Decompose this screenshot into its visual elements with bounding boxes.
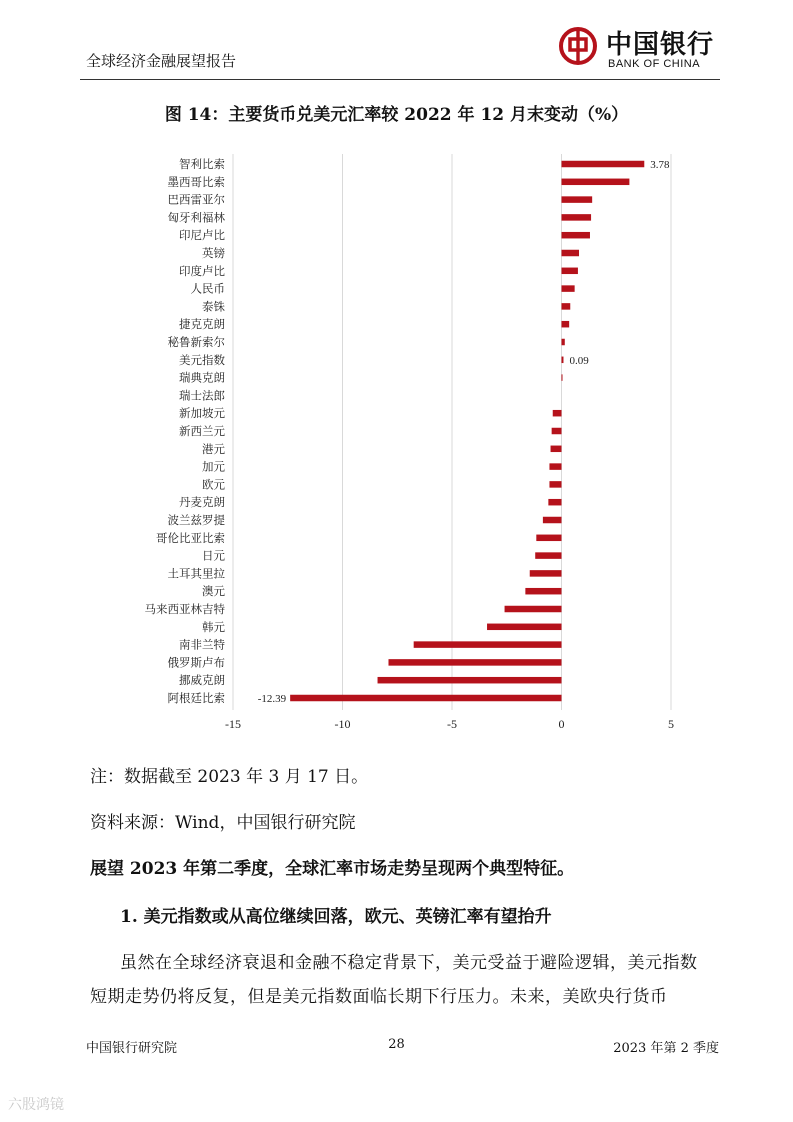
bar bbox=[562, 303, 571, 310]
category-label: 美元指数 bbox=[179, 352, 225, 367]
category-label: 港元 bbox=[202, 441, 225, 456]
x-tick-label: -5 bbox=[447, 717, 457, 731]
bar bbox=[562, 250, 580, 257]
bar bbox=[562, 214, 592, 221]
category-label: 马来西亚林吉特 bbox=[144, 602, 225, 616]
chart-category-labels bbox=[145, 157, 671, 705]
category-label: 南非兰特 bbox=[179, 637, 225, 652]
chart-title: 图 14：主要货币兑美元汇率较 2022 年 12 月末变动（%） bbox=[164, 105, 629, 125]
report-title: 全球经济金融展望报告 bbox=[86, 52, 237, 70]
category-label: 印尼卢比 bbox=[179, 228, 225, 243]
category-label: 波兰兹罗提 bbox=[167, 513, 225, 527]
category-label: 欧元 bbox=[202, 477, 225, 492]
body-paragraph: 虽然在全球经济衰退和金融不稳定背景下，美元受益于避险逻辑，美元指数短期走势仍将反复，但是美元指数面临长期下行压力。未来，美欧央行货币 bbox=[90, 953, 698, 1007]
bar bbox=[562, 232, 590, 239]
bar bbox=[562, 268, 578, 275]
chart-source: 资料来源：Wind，中国银行研究院 bbox=[90, 813, 356, 833]
category-label: 新加坡元 bbox=[179, 406, 225, 421]
bar bbox=[505, 606, 562, 613]
category-label: 日元 bbox=[202, 548, 225, 563]
x-tick-label: 5 bbox=[668, 717, 674, 731]
bar bbox=[562, 321, 570, 328]
category-label: 瑞士法郎 bbox=[179, 388, 225, 403]
lead-paragraph: 展望 2023 年第二季度，全球汇率市场走势呈现两个典型特征。 bbox=[90, 859, 575, 879]
x-tick-label: -10 bbox=[334, 717, 351, 731]
data-label: 3.78 bbox=[650, 159, 670, 171]
category-label: 丹麦克朗 bbox=[179, 495, 225, 510]
bar bbox=[549, 481, 561, 488]
bar bbox=[562, 374, 563, 381]
bar bbox=[487, 624, 561, 631]
header-divider bbox=[80, 79, 720, 80]
bar bbox=[536, 535, 561, 542]
chart-note: 注：数据截至 2023 年 3 月 17 日。 bbox=[90, 767, 369, 787]
category-label: 泰铢 bbox=[202, 299, 225, 314]
bar bbox=[553, 410, 562, 417]
category-label: 英镑 bbox=[202, 246, 225, 260]
bar bbox=[562, 179, 630, 186]
chart-bars bbox=[290, 161, 644, 702]
page-number: 28 bbox=[388, 1037, 405, 1052]
bar bbox=[549, 463, 561, 470]
bar bbox=[414, 641, 562, 648]
x-tick-label: -15 bbox=[225, 717, 241, 731]
bar bbox=[378, 677, 562, 684]
category-label: 墨西哥比索 bbox=[167, 174, 225, 189]
category-label: 阿根廷比索 bbox=[167, 691, 225, 705]
category-label: 韩元 bbox=[202, 619, 225, 634]
category-label: 人民币 bbox=[190, 281, 225, 296]
logo-english-name: BANK OF CHINA bbox=[608, 58, 701, 70]
bar-chart bbox=[0, 140, 793, 740]
bar bbox=[552, 428, 562, 435]
bar bbox=[562, 339, 565, 346]
bar bbox=[388, 659, 561, 666]
bar bbox=[535, 552, 561, 559]
bar bbox=[562, 285, 575, 292]
category-label: 土耳其里拉 bbox=[167, 566, 225, 581]
data-label: -12.39 bbox=[257, 693, 287, 705]
bar bbox=[530, 570, 562, 577]
category-label: 秘鲁新索尔 bbox=[167, 335, 225, 349]
bar bbox=[562, 357, 564, 364]
category-label: 俄罗斯卢布 bbox=[167, 655, 225, 670]
bar bbox=[551, 446, 562, 453]
footer-period: 2023 年第 2 季度 bbox=[613, 1041, 719, 1056]
category-label: 加元 bbox=[202, 459, 225, 474]
bar bbox=[290, 695, 561, 702]
x-tick-label: 0 bbox=[558, 717, 565, 731]
category-label: 挪威克朗 bbox=[179, 673, 225, 688]
category-label: 瑞典克朗 bbox=[179, 370, 225, 385]
bank-of-china-logo bbox=[558, 22, 728, 78]
category-label: 新西兰元 bbox=[179, 424, 225, 438]
bar bbox=[543, 517, 562, 524]
watermark: 六股鸿镜 bbox=[8, 1096, 64, 1112]
data-label: 0.09 bbox=[569, 354, 589, 367]
bank-of-china-emblem-icon bbox=[558, 26, 598, 66]
logo-chinese-name: 中国银行 bbox=[606, 30, 715, 60]
bar bbox=[548, 499, 561, 506]
footer-organization: 中国银行研究院 bbox=[86, 1041, 178, 1056]
bar bbox=[562, 196, 593, 203]
category-label: 哥伦比亚比索 bbox=[156, 530, 225, 545]
category-label: 印度卢比 bbox=[179, 263, 225, 278]
category-label: 匈牙利福林 bbox=[167, 210, 225, 225]
category-label: 智利比索 bbox=[179, 157, 225, 171]
bar bbox=[525, 588, 561, 595]
chart-x-axis bbox=[225, 717, 674, 731]
category-label: 巴西雷亚尔 bbox=[167, 192, 225, 207]
bar bbox=[562, 161, 645, 168]
section-heading: 1. 美元指数或从高位继续回落，欧元、英镑汇率有望抬升 bbox=[120, 907, 552, 927]
category-label: 捷克克朗 bbox=[179, 317, 225, 332]
category-label: 澳元 bbox=[202, 584, 225, 599]
chart-gridlines bbox=[233, 154, 671, 710]
